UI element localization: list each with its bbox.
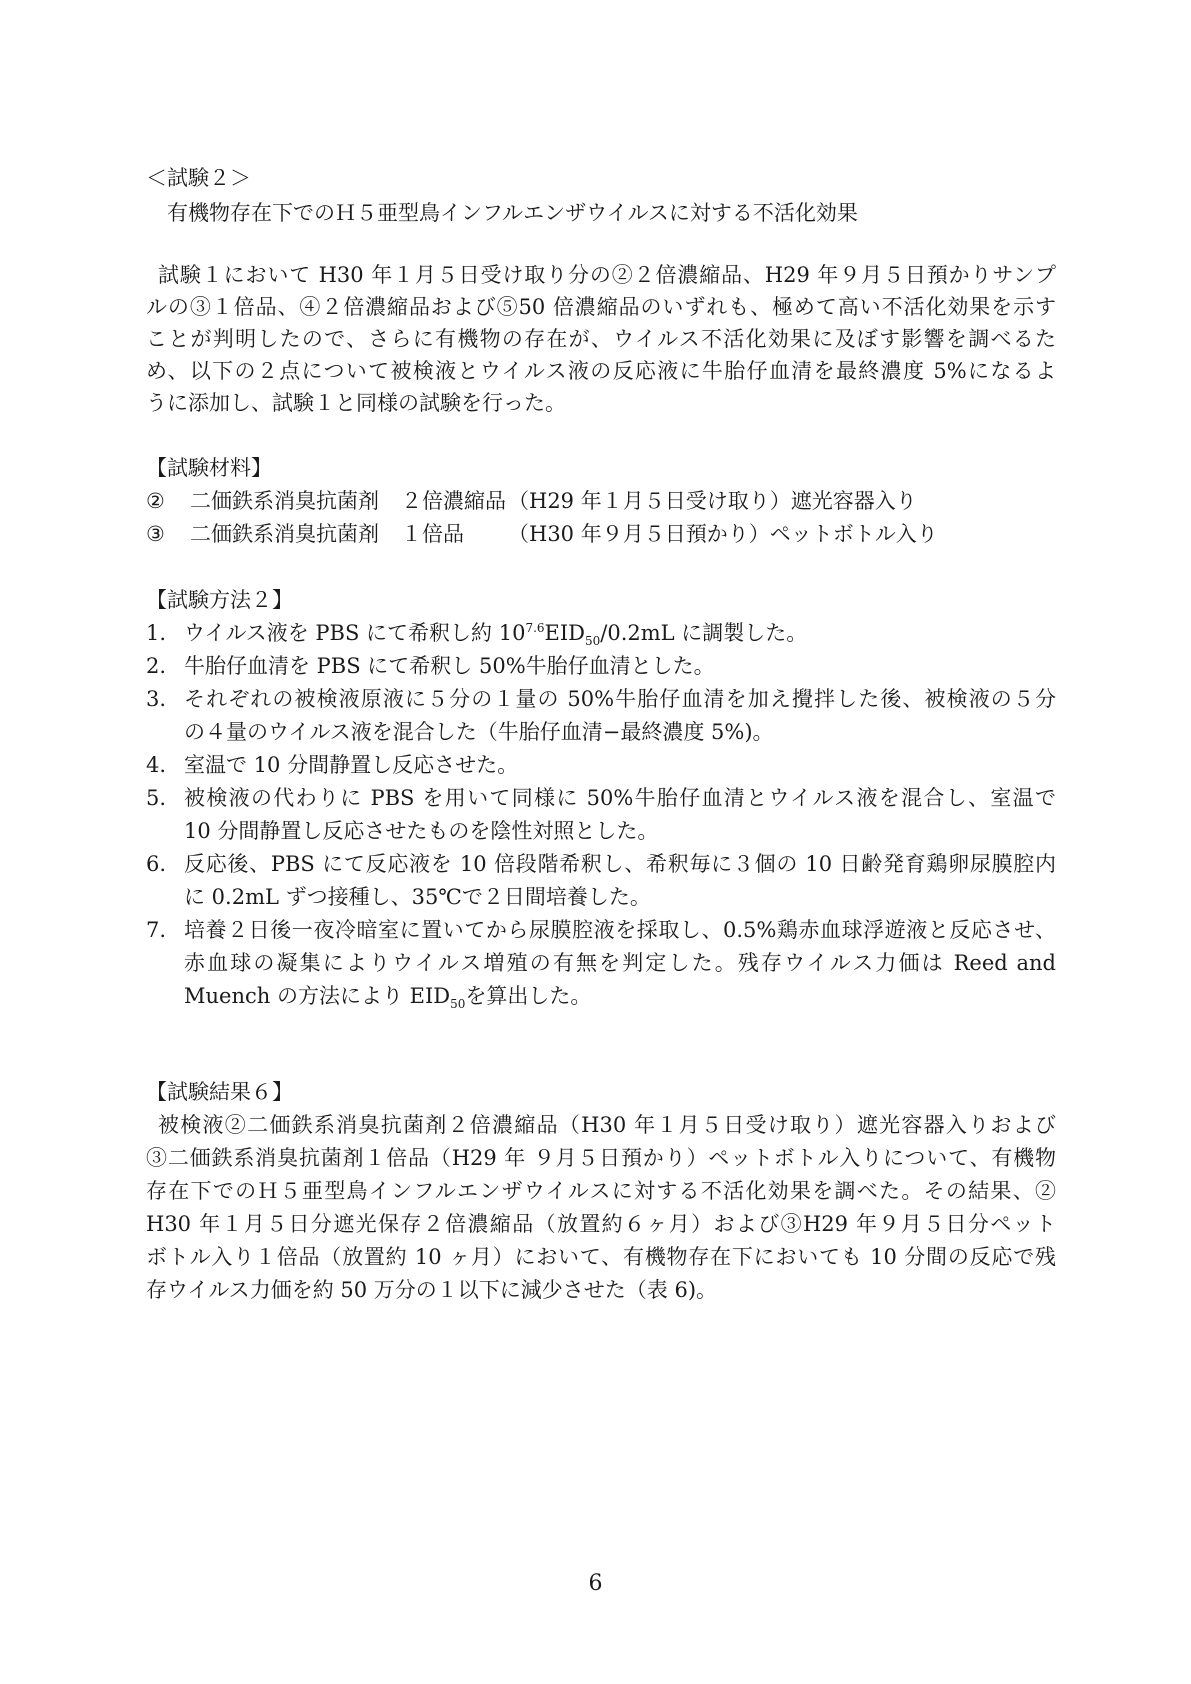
material-name: 二価鉄系消臭抗菌剤 bbox=[190, 489, 379, 513]
step-3-line-2: の４量のウイルス液を混合した（牛胎仔血清−最終濃度 5%)。 bbox=[184, 720, 774, 744]
results-heading: 【試験結果６】 bbox=[146, 1080, 293, 1104]
material-type: ２倍濃縮品 bbox=[401, 489, 506, 513]
step-number: 1. bbox=[146, 621, 167, 645]
step-5-line-1: 被検液の代わりに PBS を用いて同様に 50%牛胎仔血清とウイルス液を混合し、室温で bbox=[184, 786, 1056, 810]
material-mark: ③ bbox=[146, 522, 165, 546]
page-number: 6 bbox=[588, 1571, 603, 1596]
intro-line-5: うに添加し、試験１と同様の試験を行った。 bbox=[146, 391, 566, 415]
step-4-text: 室温で 10 分間静置し反応させた。 bbox=[184, 753, 519, 777]
step-7-line-3: Muench の方法により $EID_{50}$を算出した。 bbox=[184, 984, 592, 1012]
results-line-5: ボトル入り１倍品（放置約 10 ヶ月）において、有機物存在下においても 10 分間の反応で残 bbox=[146, 1245, 1056, 1269]
results-line-3: 存在下でのＨ５亜型鳥インフルエンザウイルスに対する不活化効果を調べた。その結果、② bbox=[146, 1179, 1056, 1203]
step-number: 4. bbox=[146, 753, 167, 777]
step-2-text: 牛胎仔血清を PBS にて希釈し 50%牛胎仔血清とした。 bbox=[184, 654, 715, 678]
material-type: １倍品 bbox=[401, 522, 464, 546]
step-3-line-1: それぞれの被検液原液に５分の１量の 50%牛胎仔血清を加え攪拌した後、被検液の５分 bbox=[184, 687, 1056, 711]
step-number: 3. bbox=[146, 687, 167, 711]
results-line-2: ③二価鉄系消臭抗菌剤１倍品（H29 年 ９月５日預かり）ペットボトル入りについて、有機物 bbox=[146, 1146, 1056, 1170]
results-line-4: H30 年１月５日分遮光保存２倍濃縮品（放置約６ヶ月）および③H29 年９月５日分ペット bbox=[146, 1212, 1056, 1236]
step-1-text: ウイルス液を PBS にて希釈し約 $10^{7.6}EID_{50}/0.2mL$ に調製した。 bbox=[184, 621, 808, 649]
intro-line-4: め、以下の２点について被検液とウイルス液の反応液に牛胎仔血清を最終濃度 5%になるよ bbox=[146, 359, 1056, 383]
material-name: 二価鉄系消臭抗菌剤 bbox=[190, 522, 379, 546]
step-7-line-1: 培養２日後一夜冷暗室に置いてから尿膜腔液を採取し、0.5%鶏赤血球浮遊液と反応させ、 bbox=[184, 918, 1056, 942]
step-number: 2. bbox=[146, 654, 167, 678]
material-note: （H29 年１月５日受け取り）遮光容器入り bbox=[508, 489, 917, 513]
material-note: （H30 年９月５日預かり）ペットボトル入り bbox=[508, 522, 938, 546]
section-subtitle: 有機物存在下でのＨ５亜型鳥インフルエンザウイルスに対する不活化効果 bbox=[167, 201, 858, 225]
results-line-1: 被検液②二価鉄系消臭抗菌剤２倍濃縮品（H30 年１月５日受け取り）遮光容器入りおよび bbox=[158, 1113, 1056, 1137]
method-heading: 【試験方法２】 bbox=[146, 588, 293, 612]
step-6-line-1: 反応後、PBS にて反応液を 10 倍段階希釈し、希釈毎に３個の 10 日齢発育鶏卵尿膜腔内 bbox=[184, 852, 1056, 876]
materials-heading: 【試験材料】 bbox=[146, 456, 272, 480]
step-5-line-2: 10 分間静置し反応させたものを陰性対照とした。 bbox=[184, 819, 659, 843]
section-heading: ＜試験２＞ bbox=[146, 166, 251, 190]
intro-line-2: ルの③１倍品、④２倍濃縮品および⑤50 倍濃縮品のいずれも、極めて高い不活化効果を示す bbox=[146, 295, 1056, 319]
step-number: 7. bbox=[146, 918, 167, 942]
step-number: 5. bbox=[146, 786, 167, 810]
results-line-6: 存ウイルス力価を約 50 万分の１以下に減少させた（表 6)。 bbox=[146, 1278, 718, 1302]
intro-line-3: ことが判明したので、さらに有機物の存在が、ウイルス不活化効果に及ぼす影響を調べるた bbox=[146, 327, 1056, 351]
step-6-line-2: に 0.2mL ずつ接種し、35℃で２日間培養した。 bbox=[184, 885, 651, 909]
step-7-line-2: 赤血球の凝集によりウイルス増殖の有無を判定した。残存ウイルス力価は Reed and bbox=[184, 951, 1056, 975]
intro-line-1: 試験１において H30 年１月５日受け取り分の②２倍濃縮品、H29 年９月５日預かりサンプ bbox=[158, 263, 1056, 287]
step-number: 6. bbox=[146, 852, 167, 876]
material-mark: ② bbox=[146, 489, 165, 513]
